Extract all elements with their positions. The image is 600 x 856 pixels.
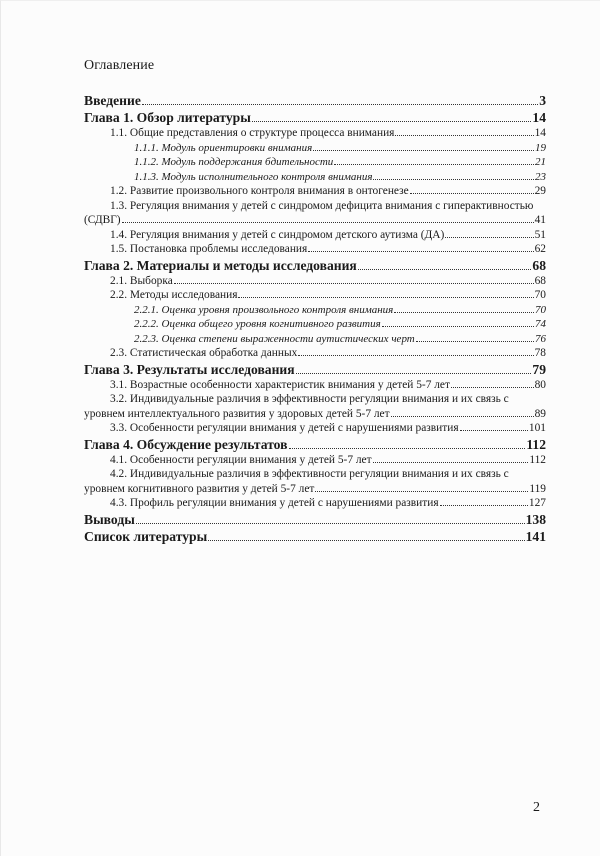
dot-leader (373, 179, 534, 180)
dot-leader (315, 491, 528, 492)
toc-entry-page: 101 (528, 422, 546, 434)
dot-leader (174, 283, 534, 284)
toc-entry-page: 70 (534, 289, 546, 301)
toc-entry-title: 1.1.1. Модуль ориентировки внимания (134, 141, 313, 154)
dot-leader (395, 135, 533, 136)
toc-entry-title: 1.4. Регуляция внимания у детей с синдромом детского аутизма (ДА) (110, 228, 445, 241)
toc-entry-title: Глава 1. Обзор литературы (84, 110, 251, 125)
toc-entry-title: 1.2. Развитие произвольного контроля внимания в онтогенезе (110, 185, 409, 197)
toc-entry-page: 3 (539, 93, 546, 108)
toc-entry-page: 68 (534, 274, 546, 287)
toc-entry-page: 78 (534, 347, 546, 359)
toc-entry-title: Глава 2. Материалы и методы исследования (84, 257, 357, 273)
toc-entry-title: 4.3. Профиль регуляции внимания у детей с нарушениями развития (110, 497, 439, 509)
dot-leader (373, 462, 529, 463)
toc-entry-page: 112 (529, 453, 546, 466)
toc-entry-page: 19 (535, 141, 546, 154)
toc-entry-page: 14 (534, 127, 546, 139)
toc-entry-title: Глава 4. Обсуждение результатов (84, 436, 288, 452)
toc-entry-title: 2.2.3. Оценка степени выраженности аутистических черт (134, 332, 415, 345)
toc-entry-title: (СДВГ) (84, 214, 121, 226)
toc-section-entry (84, 421, 546, 436)
toc-entry-title: уровнем когнитивного развития у детей 5-7 лет (84, 482, 315, 495)
toc-entry-page: 29 (534, 185, 546, 197)
toc-entry-page: 141 (525, 528, 546, 544)
toc-entry-title: 4.1. Особенности регуляции внимания у детей 5-7 лет (110, 453, 372, 466)
toc-entry-title: Выводы (84, 511, 135, 527)
dot-leader (391, 416, 534, 417)
toc-entry-page: 68 (532, 257, 546, 273)
dot-leader (410, 193, 534, 194)
toc-entry-page: 138 (525, 511, 546, 527)
toc-section-entry (84, 242, 546, 257)
toc-chapter-entry (84, 109, 546, 126)
toc-entry-title-first-line: 1.3. Регуляция внимания у детей с синдромом дефицита внимания с гиперактивностью (110, 199, 534, 212)
toc-chapter-entry (84, 92, 546, 109)
dot-leader (289, 448, 526, 449)
toc-entry-title-first-line: 3.2. Индивидуальные различия в эффективности регуляции внимания и их связь с (110, 393, 509, 405)
toc-section-entry (84, 392, 546, 421)
toc-entry-title: 1.1.3. Модуль исполнительного контроля внимания (134, 170, 373, 183)
toc-entry-page: 74 (535, 318, 546, 330)
toc-section-entry (84, 453, 546, 468)
toc-entry-page: 112 (526, 436, 546, 452)
toc-chapter-entry (84, 436, 546, 453)
toc-entry-page: 80 (534, 378, 546, 391)
toc-entry-page: 21 (535, 156, 546, 168)
dot-leader (122, 222, 534, 223)
toc-chapter-entry (84, 361, 546, 378)
toc-entry-page: 14 (532, 110, 546, 125)
dot-leader (451, 387, 534, 388)
dot-leader (394, 312, 534, 313)
page-number: 2 (533, 800, 540, 815)
toc-entry-page: 79 (532, 361, 546, 377)
toc-entry-title: 2.2.1. Оценка уровня произвольного контроля внимания (134, 303, 394, 316)
toc-entry-page: 127 (528, 497, 546, 509)
toc-section-entry (84, 496, 546, 511)
toc-entry-title: 2.3. Статистическая обработка данных (110, 347, 298, 359)
toc-entry-title: 1.1. Общие представления о структуре процесса внимания (110, 127, 395, 139)
toc-entry-title: 2.1. Выборка (110, 274, 173, 287)
toc-entry-title: 3.3. Особенности регуляции внимания у детей с нарушениями развития (110, 422, 459, 434)
toc-subsection-entry (84, 332, 546, 347)
toc-entry-page: 76 (535, 332, 546, 345)
toc-entry-title: Список литературы (84, 528, 208, 544)
toc-entry-page: 51 (534, 228, 546, 241)
dot-leader (358, 269, 532, 270)
toc-subsection-entry (84, 303, 546, 318)
toc-section-entry (84, 126, 546, 141)
toc-section-entry (84, 378, 546, 393)
toc-subsection-entry (84, 155, 546, 170)
toc-entry-title: Глава 3. Результаты исследования (84, 361, 295, 377)
toc-subsection-entry (84, 317, 546, 332)
dot-leader (142, 104, 538, 105)
dot-leader (208, 540, 524, 541)
dot-leader (298, 355, 533, 356)
dot-leader (440, 505, 528, 506)
toc-entry-title-first-line: 4.2. Индивидуальные различия в эффективности регуляции внимания и их связь с (110, 468, 509, 480)
toc-section-entry (84, 184, 546, 199)
toc-entry-title: 1.1.2. Модуль поддержания бдительности (134, 156, 334, 168)
dot-leader (238, 297, 533, 298)
toc-section-entry (84, 467, 546, 496)
toc-entry-page: 70 (535, 303, 546, 316)
toc-section-entry (84, 346, 546, 361)
toc-entry-page: 62 (534, 243, 546, 255)
toc-entry-page: 89 (534, 407, 546, 420)
table-of-contents (84, 92, 546, 545)
dot-leader (334, 164, 534, 165)
toc-entry-title: 2.2.2. Оценка общего уровня когнитивного развития (134, 318, 381, 330)
toc-entry-page: 23 (535, 170, 546, 183)
toc-entry-title: Введение (84, 93, 141, 108)
toc-entry-page: 41 (534, 214, 546, 226)
dot-leader (252, 121, 532, 122)
toc-entry-title: 3.1. Возрастные особенности характеристик внимания у детей 5-7 лет (110, 378, 450, 391)
dot-leader (313, 150, 534, 151)
toc-section-entry (84, 274, 546, 289)
toc-section-entry (84, 228, 546, 243)
dot-leader (460, 430, 528, 431)
toc-subsection-entry (84, 141, 546, 156)
toc-chapter-entry (84, 528, 546, 545)
toc-subsection-entry (84, 170, 546, 185)
toc-chapter-entry (84, 257, 546, 274)
toc-entry-page: 119 (529, 482, 546, 495)
toc-entry-title: уровнем интеллектуального развития у здоровых детей 5-7 лет (84, 407, 390, 420)
toc-heading: Оглавление (84, 58, 155, 73)
dot-leader (445, 237, 533, 238)
toc-entry-title: 2.2. Методы исследования (110, 289, 238, 301)
dot-leader (416, 341, 534, 342)
dot-leader (308, 251, 533, 252)
dot-leader (136, 523, 525, 524)
dot-leader (382, 326, 534, 327)
dot-leader (296, 373, 532, 374)
toc-chapter-entry (84, 511, 546, 528)
toc-section-entry (84, 288, 546, 303)
toc-section-entry (84, 199, 546, 228)
toc-entry-title: 1.5. Постановка проблемы исследования (110, 243, 308, 255)
